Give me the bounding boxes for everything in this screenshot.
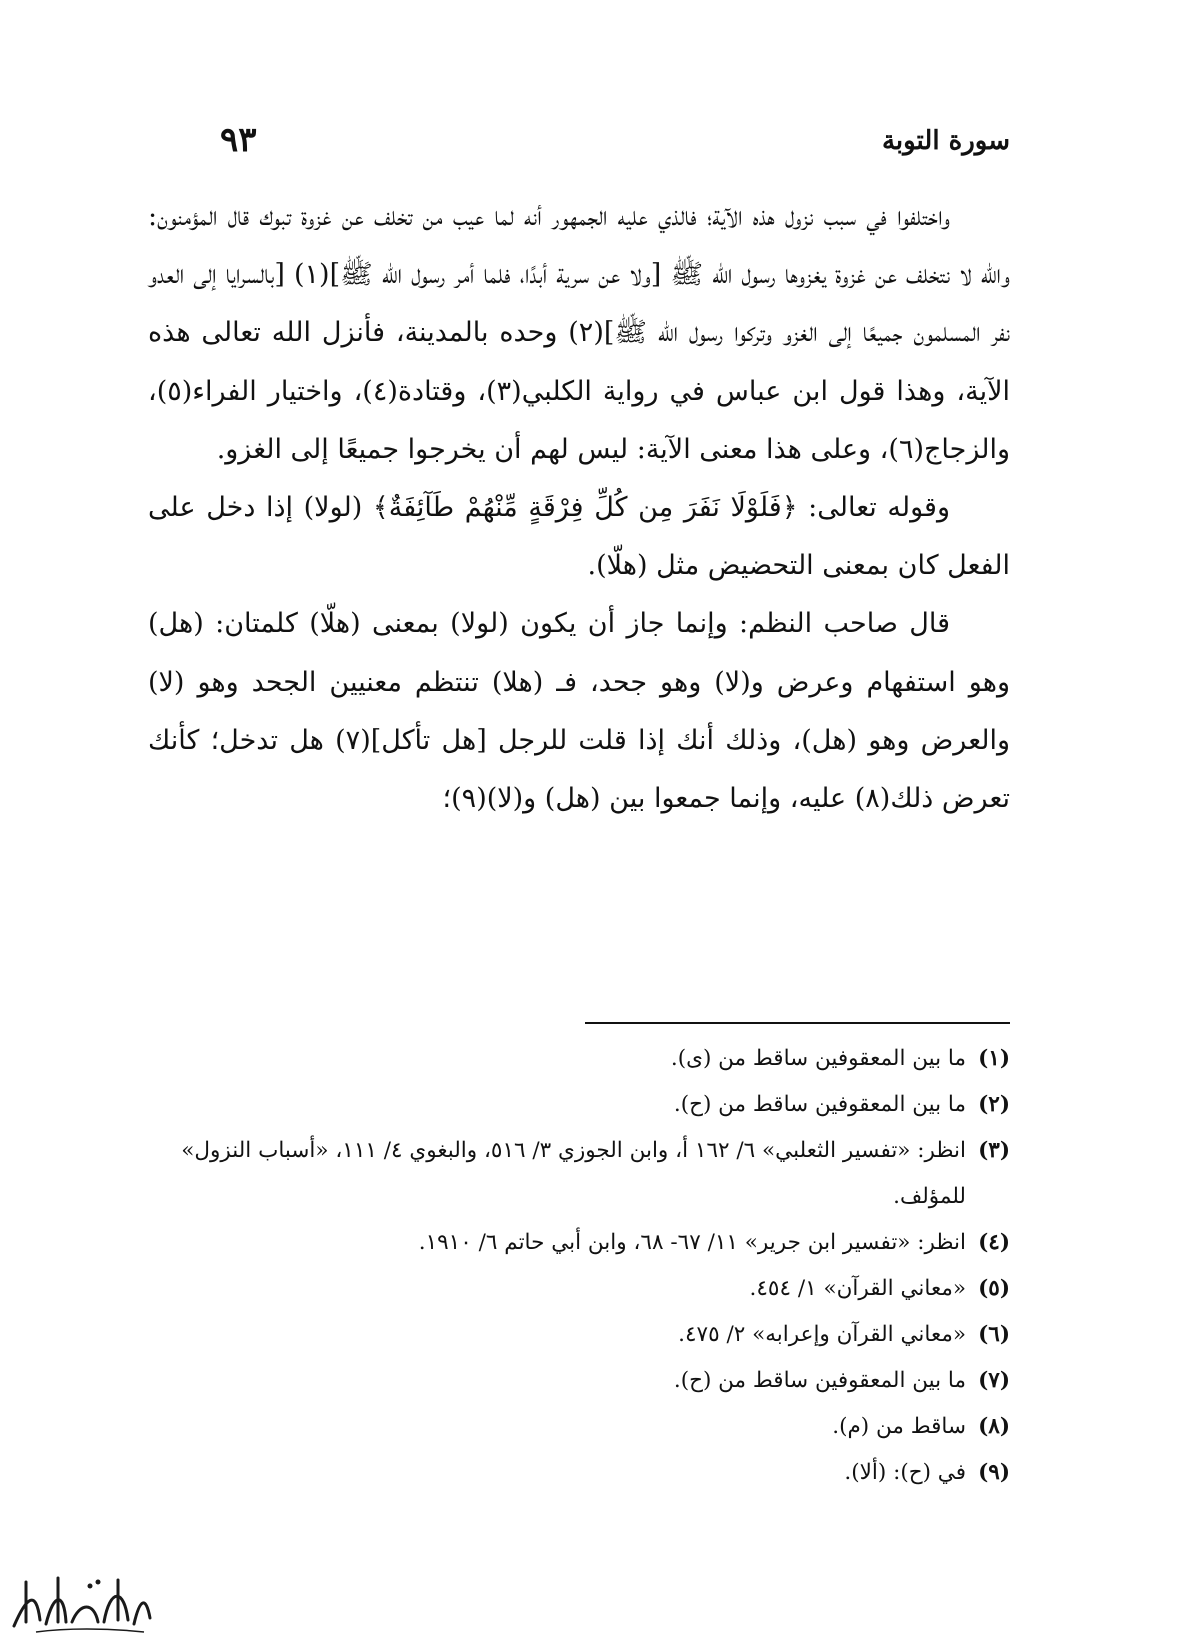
footnote-number: (٩) [978,1460,1010,1485]
footnote-text: ما بين المعقوفين ساقط من (ح). [673,1368,966,1393]
footnote-number: (٣) [978,1138,1010,1163]
footnote-text: في (ح): (ألا). [844,1460,966,1485]
footnote-text: انظر: «تفسير الثعلبي» ٦/ ١٦٢ أ، وابن الجوزي ٣/ ٥١٦، والبغوي ٤/ ١١١، «أسباب النزول» للمؤلف. [181,1138,966,1209]
footnote-item [148,1404,1010,1450]
footnote-text: ساقط من (م). [832,1414,966,1439]
footnote-text: انظر: «تفسير ابن جرير» ١١/ ٦٧- ٦٨، وابن أبي حاتم ٦/ ١٩١٠. [418,1230,966,1255]
body-text [148,188,1010,828]
running-head [200,120,1010,170]
footnote-item [148,1036,1010,1082]
footnote-text: ما بين المعقوفين ساقط من (ح). [673,1092,966,1117]
footnote-number: (١) [978,1046,1010,1071]
footnote-item [148,1312,1010,1358]
footnote-item [148,1358,1010,1404]
footnote-number: (٤) [978,1230,1010,1255]
page-number: ٩٣ [220,120,257,160]
footnote-item [148,1082,1010,1128]
footnote-number: (٧) [978,1368,1010,1393]
footnote-number: (٥) [978,1276,1010,1301]
footnote-number: (٢) [978,1092,1010,1117]
footnote-number: (٨) [978,1414,1010,1439]
footnote-text: «معاني القرآن وإعرابه» ٢/ ٤٧٥. [678,1322,966,1347]
paragraph: وقوله تعالى: ﴿فَلَوْلَا نَفَرَ مِن كُلِّ فِرْقَةٍ مِّنْهُمْ طَآئِفَةٌ﴾ (لولا) إذا دخل على الفعل كان بمعنى التحضيض مثل (هلّا). [148,492,1010,582]
publisher-logo [6,1568,156,1640]
footnote-number: (٦) [978,1322,1010,1347]
surah-name: سورة التوبة [881,126,1010,156]
paragraph: واختلفوا في سبب نزول هذه الآية؛ فالذي عليه الجمهور أنه لما عيب من تخلف عن غزوة تبوك قال المؤمنون: والله لا نتخلف عن غزوة يغزوها رسول الله ﷺ [ولا عن سرية أبدًا، فلما أمر رسول الله ﷺ](١) [بالسرايا إلى العدو نفر المسلمون جميعًا إلى الغزو وتركوا رسول الله ﷺ](٢) وحده بالمدينة، فأنزل الله تعالى هذه الآية، وهذا قول ابن عباس في رواية الكلبي(٣)، وقتادة(٤)، واختيار الفراء(٥)، والزجاج(٦)، وعلى هذا معنى الآية: ليس لهم أن يخرجوا جميعًا إلى الغزو. [148,201,1010,465]
footnote-item [148,1128,1010,1220]
footnotes [148,1036,1010,1496]
footnote-text: «معاني القرآن» ١/ ٤٥٤. [749,1276,966,1301]
footnote-item [148,1266,1010,1312]
footnote-separator [585,1022,1010,1024]
footnote-item [148,1220,1010,1266]
paragraph: قال صاحب النظم: وإنما جاز أن يكون (لولا) بمعنى (هلّا) كلمتان: (هل) وهو استفهام وعرض و(لا) وهو جحد، فـ (هلا) تنتظم معنيين الجحد وهو (لا) والعرض وهو (هل)، وذلك أنك إذا قلت للرجل [هل تأكل](٧) هل تدخل؛ كأنك تعرض ذلك(٨) عليه، وإنما جمعوا بين (هل) و(لا)(٩)؛ [148,608,1010,815]
footnote-text: ما بين المعقوفين ساقط من (ى). [670,1046,966,1071]
footnote-item [148,1450,1010,1496]
